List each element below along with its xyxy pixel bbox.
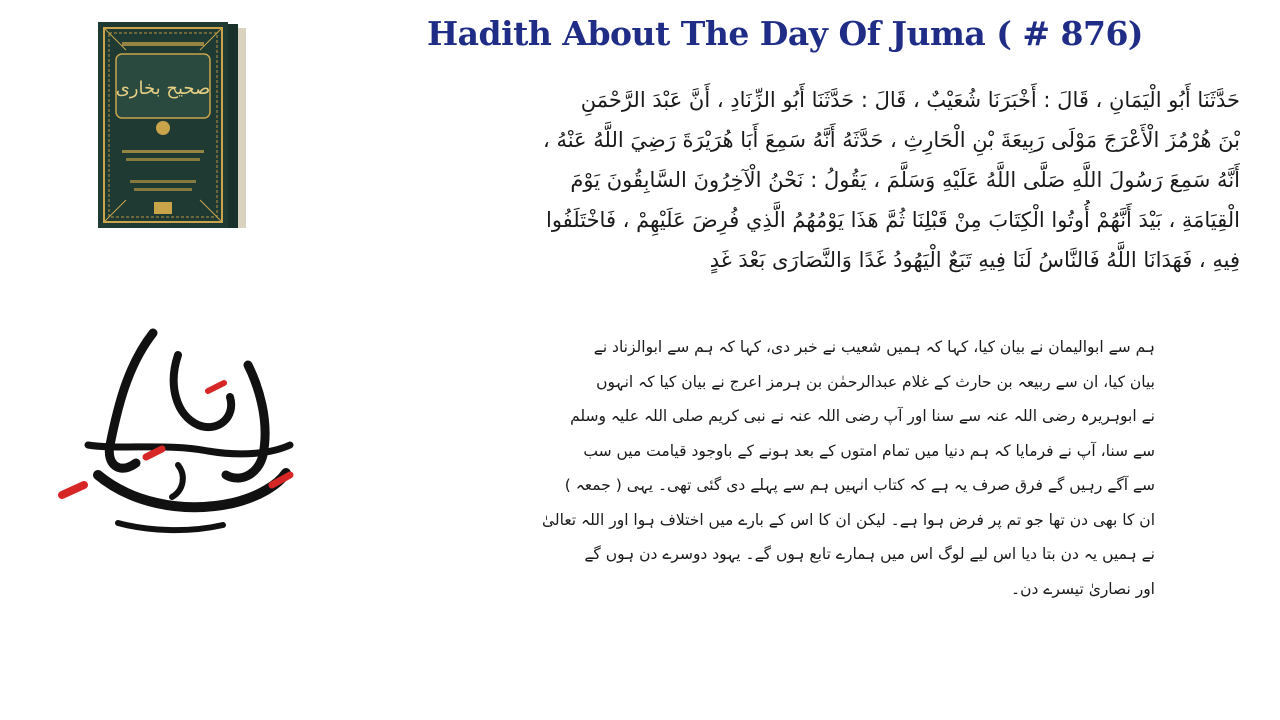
arabic-line: بْنَ هُرْمُزَ الْأَعْرَجَ مَوْلَى رَبِيعَةَ بْنِ الْحَارِثِ ، حَدَّثَهُ أَنَّهُ سَمِعَ أَبَا هُرَيْرَةَ رَضِيَ اللَّهُ عَنْهُ ، (543, 128, 1240, 152)
page-title: Hadith About The Day Of Juma ( # 876) (426, 14, 1144, 53)
urdu-line: ان کا بھی دن تھا جو تم پر فرض ہوا ہے۔ لیکن ان کا اس کے بارے میں اختلاف ہوا اور اللہ تعالیٰ (541, 510, 1155, 529)
arabic-line: أَنَّهُ سَمِعَ رَسُولَ اللَّهِ صَلَّى اللَّهُ عَلَيْهِ وَسَلَّمَ ، يَقُولُ : نَحْنُ الْآخِرُونَ السَّابِقُونَ يَوْمَ (570, 168, 1240, 192)
urdu-line: نے ابوہریرہ رضی اللہ عنہ سے سنا اور آپ رضی اللہ عنہ نے نبی کریم صلی اللہ علیہ وسلم (570, 407, 1155, 425)
book-cover-image (96, 20, 248, 232)
urdu-translation-text (355, 330, 1155, 606)
book-cover-title: صحیح بخاری (115, 78, 211, 99)
calligraphy-text: جمعہ مبارکہ (58, 325, 64, 326)
urdu-line: بیان کیا، ان سے ربیعہ بن حارث کے غلام عبدالرحمٰن بن ہرمز اعرج نے بیان کیا کہ انہوں (596, 372, 1155, 391)
arabic-line: فِيهِ ، فَهَدَانَا اللَّهُ فَالنَّاسُ لَنَا فِيهِ تَبَعٌ الْيَهُودُ غَدًا وَالنَّصَارَى بَعْدَ غَدٍ (709, 248, 1240, 272)
arabic-hadith-text (340, 80, 1240, 280)
arabic-line: حَدَّثَنَا أَبُو الْيَمَانِ ، قَالَ : أَخْبَرَنَا شُعَيْبٌ ، قَالَ : حَدَّثَنَا أَبُو الزِّنَادِ ، أَنَّ عَبْدَ الرَّحْمَنِ (580, 88, 1240, 112)
urdu-line: نے ہمیں یہ دن بتا دیا اس لیے لوگ اس میں ہمارے تابع ہوں گے۔ یہود دوسرے دن ہوں گے (584, 545, 1155, 563)
urdu-line: ہم سے ابوالیمان نے بیان کیا، کہا کہ ہمیں شعیب نے خبر دی، کہا کہ ہم سے ابوالزناد نے (593, 338, 1155, 356)
urdu-line: سے آگے رہیں گے فرق صرف یہ ہے کہ کتاب انہیں ہم سے پہلے دی گئی تھی۔ یہی ( جمعہ ) (564, 476, 1155, 494)
jumma-mubarak-calligraphy (58, 325, 298, 550)
arabic-line: الْقِيَامَةِ ، بَيْدَ أَنَّهُمْ أُوتُوا الْكِتَابَ مِنْ قَبْلِنَا ثُمَّ هَذَا يَوْمُهُمُ الَّذِي فُرِضَ عَلَيْهِمْ ، فَاخْتَلَفُوا (545, 208, 1240, 232)
urdu-line: اور نصاریٰ تیسرے دن۔ (1011, 579, 1155, 598)
urdu-line: سے سنا، آپ نے فرمایا کہ ہم دنیا میں تمام امتوں کے بعد ہونے کے باوجود قیامت میں سب (583, 441, 1155, 460)
